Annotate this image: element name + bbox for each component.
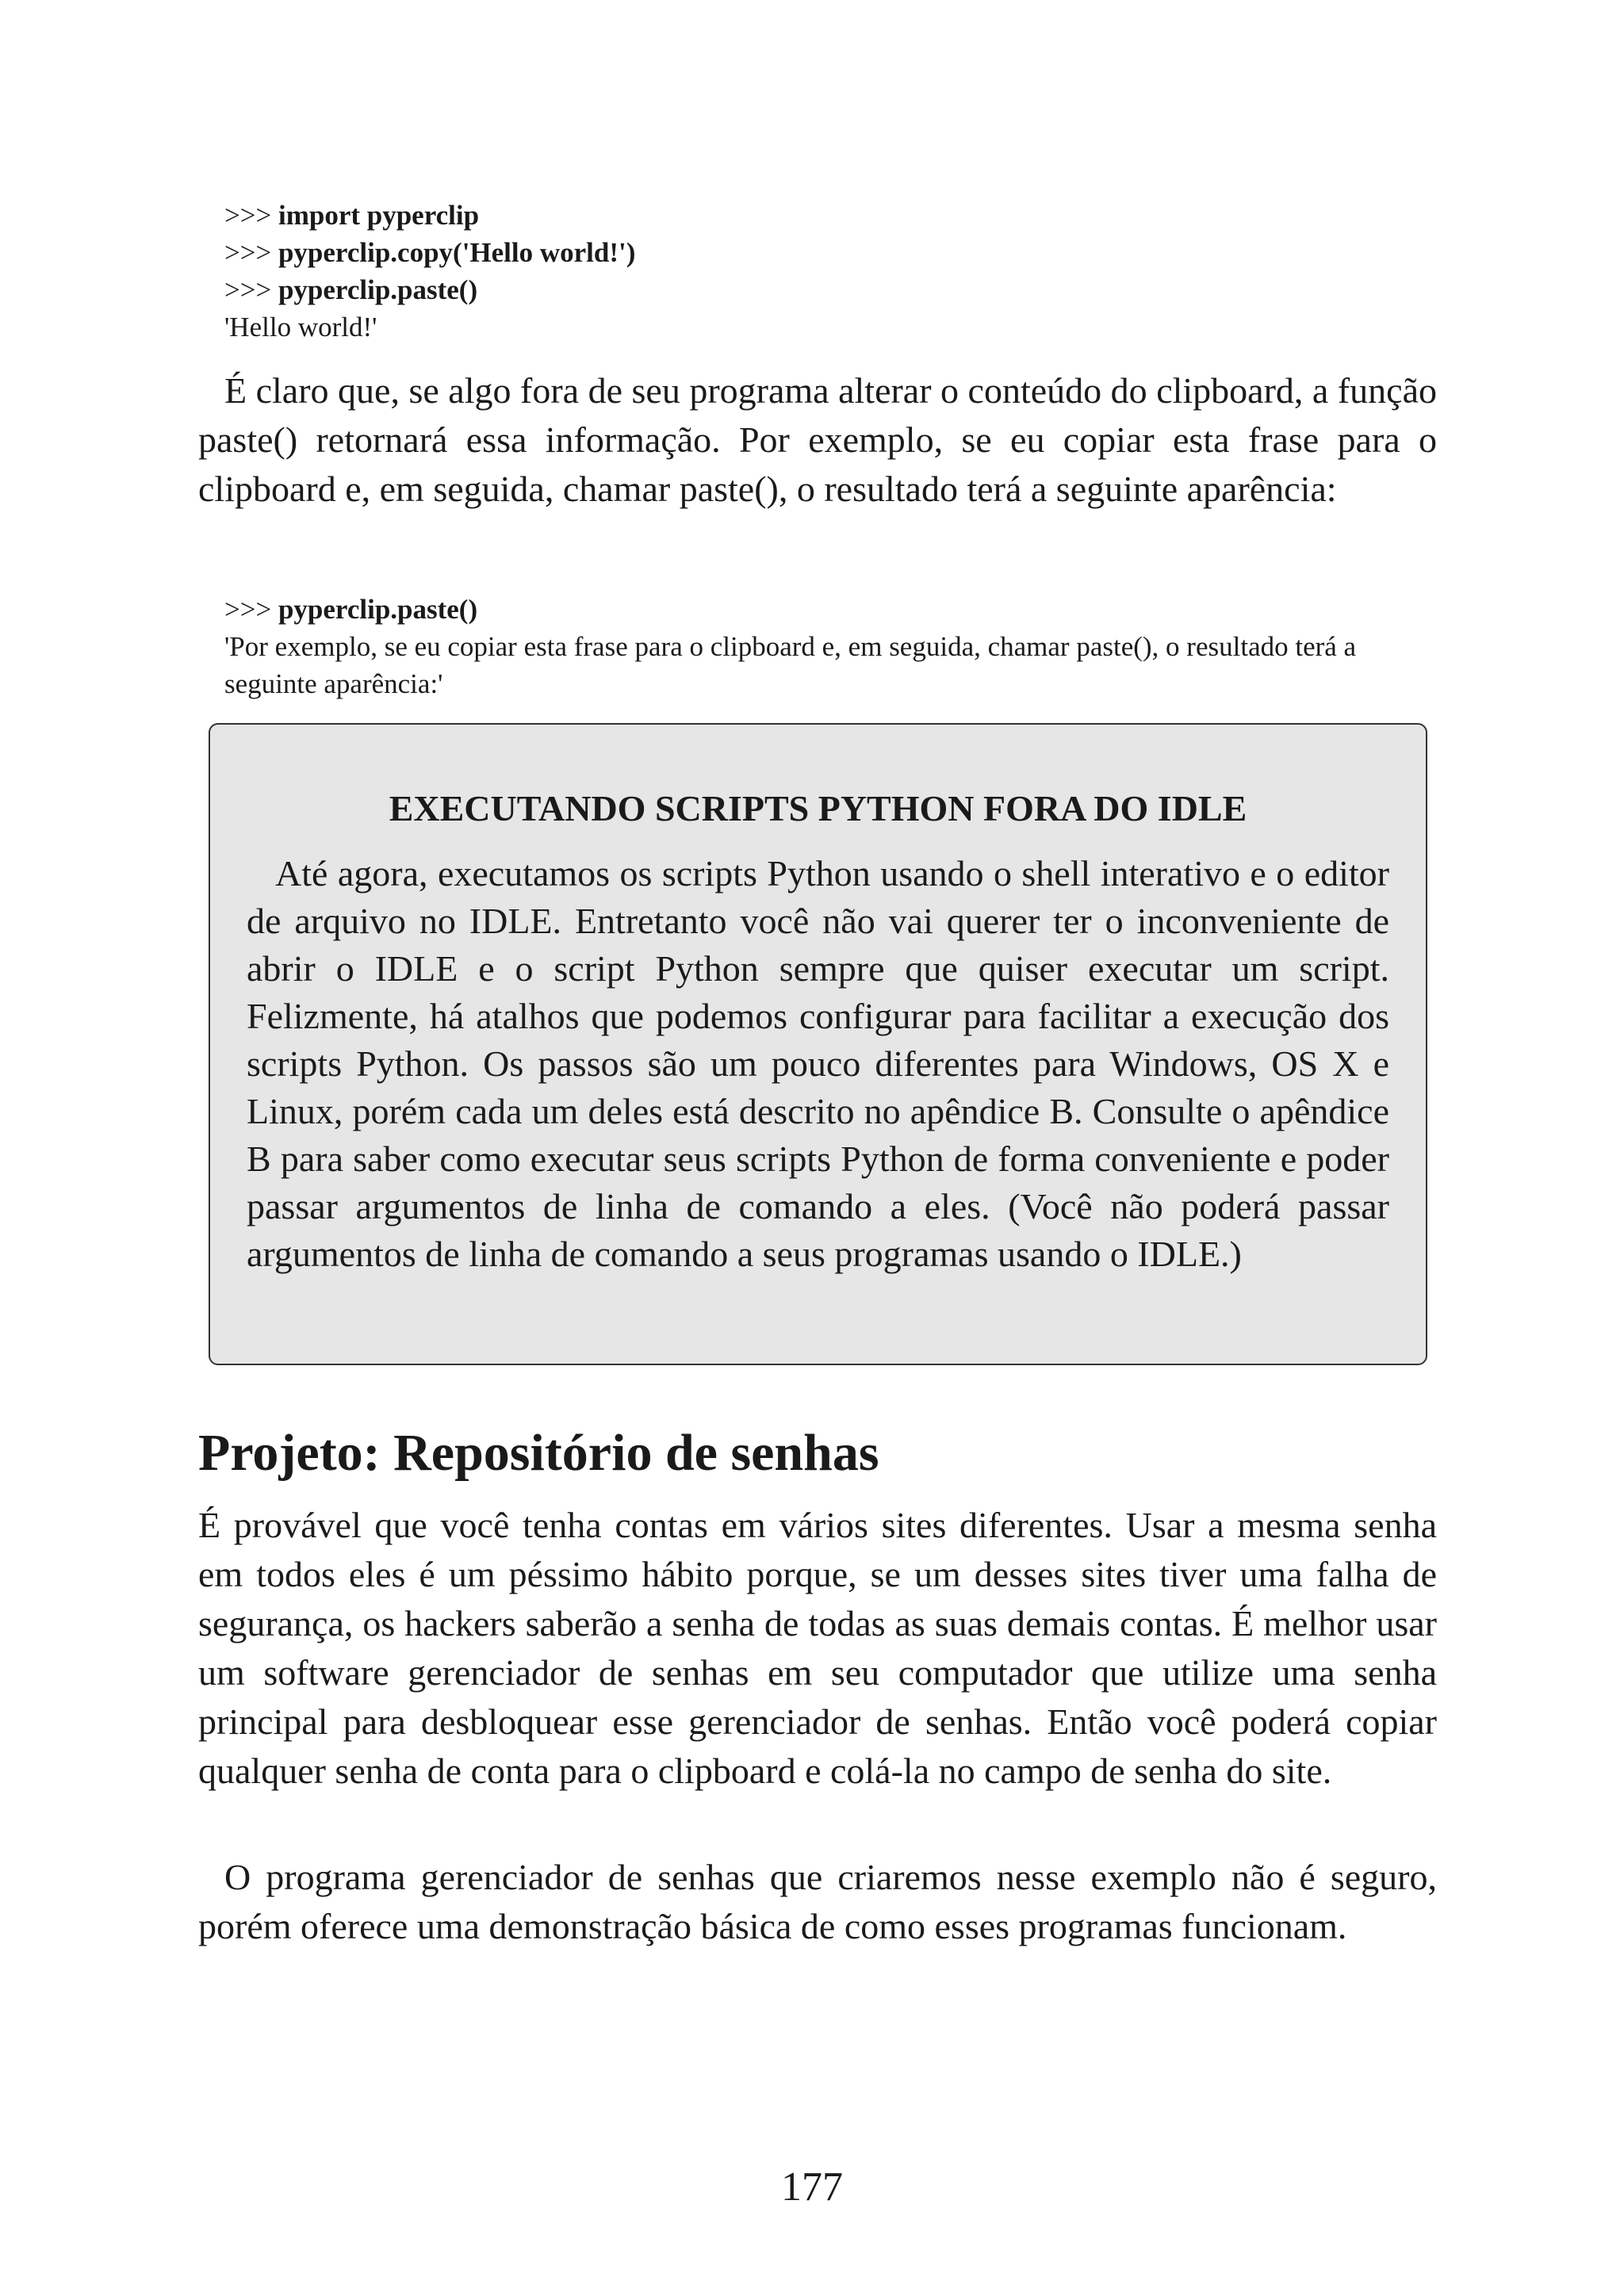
body-paragraph: É claro que, se algo fora de seu programa alterar o conteúdo do clipboard, a função paste() retornará essa informação. Por exemplo, se eu copiar esta frase para o clipboard e, em seguida, chamar paste(), o resultado terá a seguinte aparência: xyxy=(198,370,1437,509)
shell-prompt: >>> xyxy=(224,200,278,231)
sidebar-title: EXECUTANDO SCRIPTS PYTHON FORA DO IDLE xyxy=(389,788,1247,828)
code-command: pyperclip.copy('Hello world!') xyxy=(278,237,636,268)
page-number: 177 xyxy=(781,2164,843,2210)
shell-prompt: >>> xyxy=(224,237,278,268)
code-line xyxy=(224,234,1438,271)
shell-prompt: >>> xyxy=(224,274,278,305)
section-heading: Projeto: Repositório de senhas xyxy=(198,1424,879,1482)
body-paragraph: É provável que você tenha contas em vários sites diferentes. Usar a mesma senha em todos eles é um péssimo hábito porque, se um desses sites tiver uma falha de segurança, os hackers saberão a senha de todas as suas demais contas. É melhor usar um software gerenciador de senhas em seu computador que utilize uma senha principal para desbloquear esse gerenciador de senhas. Então você poderá copiar qualquer senha de conta para o clipboard e colá-la no campo de senha do site. xyxy=(198,1505,1437,1791)
code-output: 'Por exemplo, se eu copiar esta frase para o clipboard e, em seguida, chamar paste(), o resultado terá a seguinte aparência:' xyxy=(224,631,1363,699)
code-line xyxy=(224,197,1438,234)
body-paragraph: O programa gerenciador de senhas que criaremos nesse exemplo não é seguro, porém oferece uma demonstração básica de como esses programas funcionam. xyxy=(198,1857,1437,1946)
sidebar-body: Até agora, executamos os scripts Python usando o shell interativo e o editor de arquivo no IDLE. Entretanto você não vai querer ter o inconveniente de abrir o IDLE e o script Python sempre que quiser executar um script. Felizmente, há atalhos que podemos configurar para facilitar a execução dos scripts Python. Os passos são um pouco diferentes para Windows, OS X e Linux, porém cada um deles está descrito no apêndice B. Consulte o apêndice B para saber como executar seus scripts Python de forma conveniente e poder passar argumentos de linha de comando a eles. (Você não poderá passar argumentos de linha de comando a seus programas usando o IDLE.) xyxy=(247,853,1389,1274)
sidebar-box xyxy=(209,723,1427,1365)
code-block-paste-example xyxy=(224,591,1438,702)
shell-prompt: >>> xyxy=(224,594,278,625)
code-block-clipboard-example xyxy=(224,197,1438,346)
code-output: 'Hello world!' xyxy=(224,312,377,342)
code-line xyxy=(224,271,1438,308)
code-command: pyperclip.paste() xyxy=(278,274,478,305)
code-command: import pyperclip xyxy=(278,200,480,231)
code-line xyxy=(224,591,1438,628)
code-command: pyperclip.paste() xyxy=(278,594,478,625)
